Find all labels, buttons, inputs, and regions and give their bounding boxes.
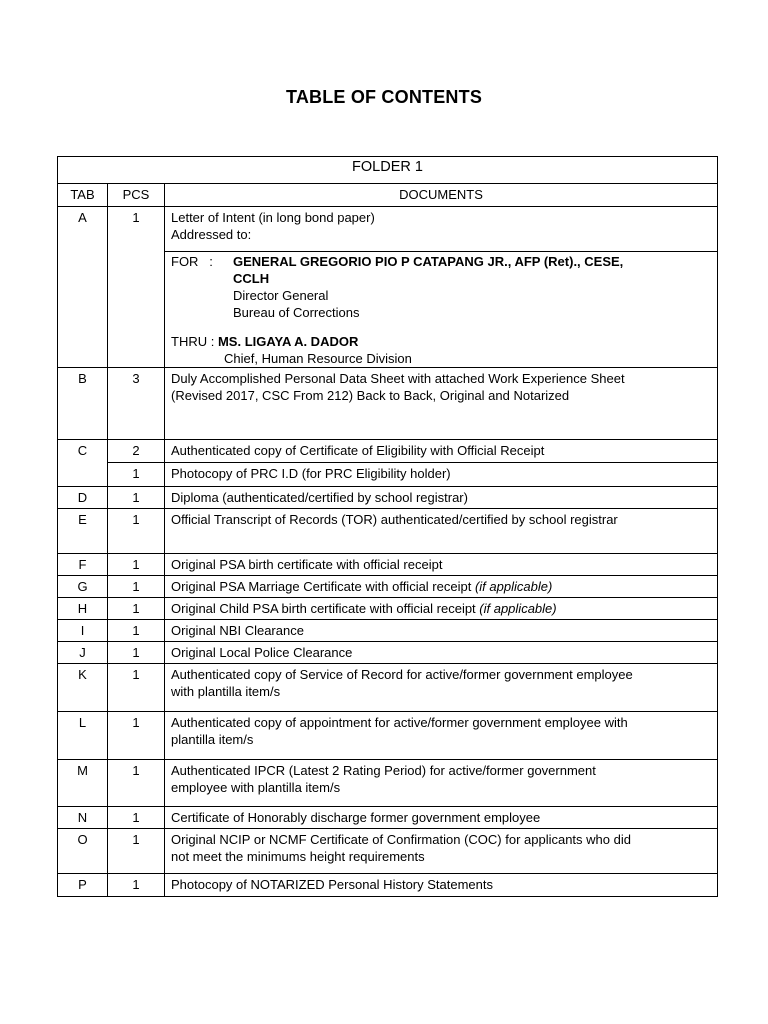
thru-title: Chief, Human Resource Division	[224, 351, 412, 366]
document-cell	[165, 760, 718, 807]
document-cell: Photocopy of NOTARIZED Personal History Statements	[165, 874, 718, 897]
tab-cell: F	[58, 554, 108, 576]
document-cell	[165, 598, 718, 620]
tab-cell: A	[58, 207, 108, 368]
table-row	[58, 642, 718, 664]
pcs-cell: 3	[108, 368, 165, 440]
table-row	[58, 712, 718, 760]
document-cell	[165, 829, 718, 874]
pcs-cell: 1	[108, 487, 165, 509]
page-title: TABLE OF CONTENTS	[285, 87, 483, 107]
document-cell	[165, 207, 718, 252]
document-cell: Original PSA birth certificate with official receipt	[165, 554, 718, 576]
pcs-cell: 1	[108, 509, 165, 554]
pcs-cell: 1	[108, 463, 165, 487]
header-row	[58, 184, 718, 207]
tab-cell: M	[58, 760, 108, 807]
document-line: with plantilla item/s	[171, 684, 281, 699]
document-cell: Photocopy of PRC I.D (for PRC Eligibility holder)	[165, 463, 718, 487]
tab-cell: C	[58, 440, 108, 487]
header-pcs: PCS	[108, 184, 165, 207]
document-line: plantilla item/s	[171, 732, 254, 747]
thru-name: MS. LIGAYA A. DADOR	[217, 334, 359, 349]
document-line: Addressed to:	[171, 227, 252, 242]
for-line	[171, 253, 711, 270]
document-line: Letter of Intent (in long bond paper)	[171, 210, 375, 225]
pcs-cell: 1	[108, 598, 165, 620]
table-row	[58, 554, 718, 576]
pcs-cell: 1	[108, 712, 165, 760]
tab-cell: I	[58, 620, 108, 642]
tab-cell: G	[58, 576, 108, 598]
thru-line	[171, 333, 711, 350]
table-row	[58, 463, 718, 487]
pcs-cell: 1	[108, 760, 165, 807]
document-line: employee with plantilla item/s	[171, 780, 341, 795]
document-line: not meet the minimums height requirements	[171, 849, 425, 864]
folder-title: FOLDER 1	[58, 157, 718, 184]
folder-row	[58, 157, 718, 184]
pcs-cell: 1	[108, 207, 165, 368]
tab-cell: K	[58, 664, 108, 712]
thru-label: THRU :	[171, 334, 215, 349]
for-label: FOR :	[171, 254, 213, 269]
tab-cell: L	[58, 712, 108, 760]
document-line: Authenticated IPCR (Latest 2 Rating Period) for active/former government	[171, 763, 596, 778]
table-row	[58, 576, 718, 598]
document-cell	[165, 664, 718, 712]
document-cell: Official Transcript of Records (TOR) authenticated/certified by school registrar	[165, 509, 718, 554]
addressee-cell	[165, 252, 718, 368]
document-line: Authenticated copy of appointment for active/former government employee with	[171, 715, 628, 730]
table-row	[58, 760, 718, 807]
header-tab: TAB	[58, 184, 108, 207]
tab-cell: J	[58, 642, 108, 664]
header-documents: DOCUMENTS	[165, 184, 718, 207]
pcs-cell: 1	[108, 554, 165, 576]
document-cell: Diploma (authenticated/certified by school registrar)	[165, 487, 718, 509]
applicability-note: (if applicable)	[474, 579, 553, 594]
document-cell	[165, 368, 718, 440]
pcs-cell: 1	[108, 642, 165, 664]
document-cell: Authenticated copy of Certificate of Eligibility with Official Receipt	[165, 440, 718, 463]
document-line: Duly Accomplished Personal Data Sheet with attached Work Experience Sheet	[171, 371, 625, 386]
for-name: GENERAL GREGORIO PIO P CATAPANG JR., AFP (Ret)., CESE,	[233, 254, 624, 269]
tab-cell: D	[58, 487, 108, 509]
pcs-cell: 1	[108, 576, 165, 598]
pcs-cell: 1	[108, 620, 165, 642]
document-cell	[165, 712, 718, 760]
document-cell: Certificate of Honorably discharge former government employee	[165, 807, 718, 829]
document-cell: Original NBI Clearance	[165, 620, 718, 642]
document-line: Original NCIP or NCMF Certificate of Confirmation (COC) for applicants who did	[171, 832, 631, 847]
table-row	[58, 487, 718, 509]
for-title: Director General	[233, 288, 329, 303]
table-row	[58, 620, 718, 642]
table-row	[58, 440, 718, 463]
pcs-cell: 1	[108, 874, 165, 897]
for-office: Bureau of Corrections	[233, 305, 360, 320]
document-cell: Original Local Police Clearance	[165, 642, 718, 664]
table-row	[58, 207, 718, 252]
tab-cell: N	[58, 807, 108, 829]
for-name-continued: CCLH	[233, 271, 270, 286]
table-row	[58, 807, 718, 829]
document-text: Original PSA Marriage Certificate with official receipt	[171, 579, 475, 594]
contents-table	[57, 156, 718, 897]
table-row	[58, 664, 718, 712]
tab-cell: P	[58, 874, 108, 897]
applicability-note: (if applicable)	[479, 601, 557, 616]
tab-cell: E	[58, 509, 108, 554]
pcs-cell: 1	[108, 807, 165, 829]
document-cell	[165, 576, 718, 598]
pcs-cell: 1	[108, 829, 165, 874]
table-row	[58, 598, 718, 620]
pcs-cell: 1	[108, 664, 165, 712]
document-text: Original Child PSA birth certificate with official receipt	[171, 601, 480, 616]
tab-cell: H	[58, 598, 108, 620]
document-line: (Revised 2017, CSC From 212) Back to Back, Original and Notarized	[171, 388, 570, 403]
tab-cell: O	[58, 829, 108, 874]
tab-cell: B	[58, 368, 108, 440]
table-row	[58, 874, 718, 897]
table-row	[58, 368, 718, 440]
table-row	[58, 509, 718, 554]
document-line: Authenticated copy of Service of Record for active/former government employee	[171, 667, 633, 682]
table-row	[58, 829, 718, 874]
pcs-cell: 2	[108, 440, 165, 463]
